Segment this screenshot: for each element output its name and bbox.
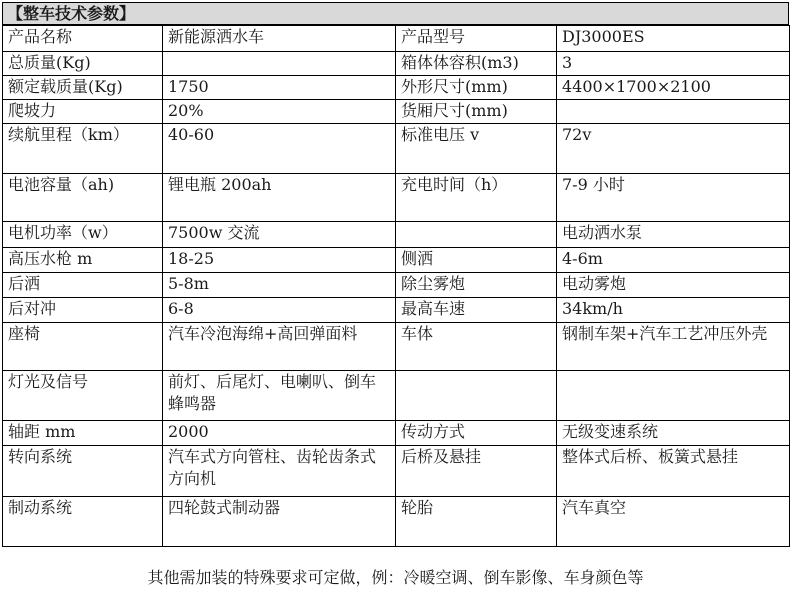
table-row — [3, 76, 790, 100]
param-label: 额定载质量(Kg) — [3, 76, 163, 100]
footer-note: 其他需加装的特殊要求可定做，例：冷暖空调、倒车影像、车身颜色等 — [147, 568, 644, 587]
param-label: 传动方式 — [396, 421, 557, 446]
table-row — [3, 421, 790, 446]
param-label: 灯光及信号 — [3, 371, 163, 421]
param-value: 锂电瓶 200ah — [163, 174, 396, 222]
param-value: 钢制车架+汽车工艺冲压外壳 — [557, 323, 790, 371]
param-label: 爬坡力 — [3, 100, 163, 124]
param-value: 18-25 — [163, 248, 396, 273]
param-label: 充电时间（h） — [396, 174, 557, 222]
param-label: 座椅 — [3, 323, 163, 371]
param-label: 货厢尺寸(mm) — [396, 100, 557, 124]
param-value — [163, 52, 396, 76]
param-label: 高压水枪 m — [3, 248, 163, 273]
param-value: 4400×1700×2100 — [557, 76, 790, 100]
table-row — [3, 26, 790, 52]
param-label: 电池容量（ah) — [3, 174, 163, 222]
param-label: 后洒 — [3, 273, 163, 298]
param-value: 电动洒水泵 — [557, 222, 790, 248]
param-label: 产品型号 — [396, 26, 557, 52]
spec-title: 【整车技术参数】 — [2, 2, 789, 25]
param-value: 3 — [557, 52, 790, 76]
param-value: DJ3000ES — [557, 26, 790, 52]
param-value — [557, 371, 790, 421]
param-value: 6-8 — [163, 298, 396, 323]
param-label: 外形尺寸(mm) — [396, 76, 557, 100]
param-value: 无级变速系统 — [557, 421, 790, 446]
param-value: 新能源洒水车 — [163, 26, 396, 52]
param-label: 除尘雾炮 — [396, 273, 557, 298]
param-label — [396, 371, 557, 421]
table-row — [3, 52, 790, 76]
table-row — [3, 124, 790, 174]
param-label: 车体 — [396, 323, 557, 371]
param-value: 72v — [557, 124, 790, 174]
table-row — [3, 174, 790, 222]
param-label: 箱体体容积(m3) — [396, 52, 557, 76]
table-row — [3, 497, 790, 547]
param-label: 轮胎 — [396, 497, 557, 547]
param-label: 最高车速 — [396, 298, 557, 323]
param-value: 7-9 小时 — [557, 174, 790, 222]
param-value: 汽车式方向管柱、齿轮齿条式方向机 — [163, 446, 396, 497]
param-label: 侧洒 — [396, 248, 557, 273]
param-label: 后桥及悬挂 — [396, 446, 557, 497]
param-value: 7500w 交流 — [163, 222, 396, 248]
param-value: 5-8m — [163, 273, 396, 298]
param-label: 总质量(Kg) — [3, 52, 163, 76]
table-row — [3, 273, 790, 298]
table-row — [3, 371, 790, 421]
param-value — [557, 100, 790, 124]
param-value: 整体式后桥、板簧式悬挂 — [557, 446, 790, 497]
table-row — [3, 323, 790, 371]
table-row — [3, 222, 790, 248]
param-value: 汽车冷泡海绵+高回弹面料 — [163, 323, 396, 371]
param-label: 制动系统 — [3, 497, 163, 547]
table-row — [3, 248, 790, 273]
param-label: 轴距 mm — [3, 421, 163, 446]
table-row — [3, 446, 790, 497]
param-label: 电机功率（w） — [3, 222, 163, 248]
param-label: 标准电压 v — [396, 124, 557, 174]
param-label: 续航里程（km） — [3, 124, 163, 174]
param-value: 2000 — [163, 421, 396, 446]
param-value: 前灯、后尾灯、电喇叭、倒车蜂鸣器 — [163, 371, 396, 421]
table-row — [3, 100, 790, 124]
param-value: 电动雾炮 — [557, 273, 790, 298]
param-value: 汽车真空 — [557, 497, 790, 547]
spec-table — [2, 25, 790, 547]
param-value: 四轮鼓式制动器 — [163, 497, 396, 547]
param-label: 转向系统 — [3, 446, 163, 497]
param-value: 40-60 — [163, 124, 396, 174]
param-label — [396, 222, 557, 248]
param-value: 4-6m — [557, 248, 790, 273]
param-value: 1750 — [163, 76, 396, 100]
table-row — [3, 298, 790, 323]
param-label: 后对冲 — [3, 298, 163, 323]
param-value: 20% — [163, 100, 396, 124]
param-value: 34km/h — [557, 298, 790, 323]
param-label: 产品名称 — [3, 26, 163, 52]
